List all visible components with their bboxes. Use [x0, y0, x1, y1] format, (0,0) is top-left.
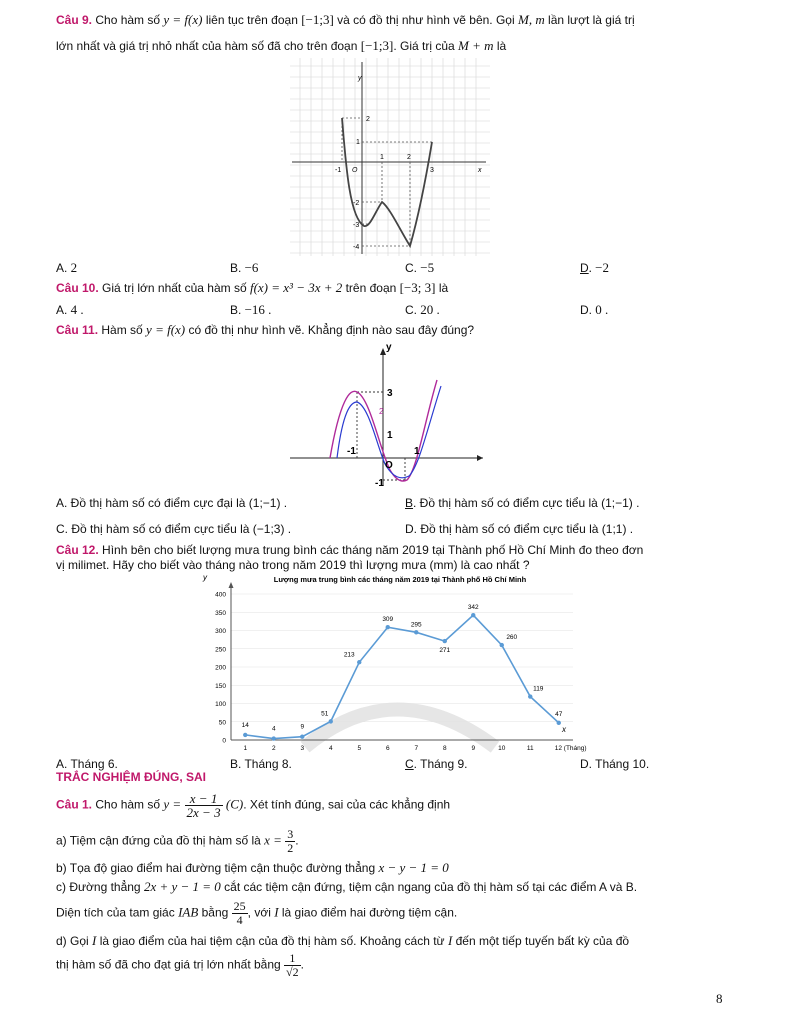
chart-point [557, 721, 561, 725]
q11-graph [285, 340, 485, 490]
svg-text:-1: -1 [375, 478, 384, 489]
chart-point [243, 733, 247, 737]
svg-text:-2: -2 [353, 200, 360, 207]
q9-option-c[interactable]: C. −5 [405, 260, 435, 275]
q12-option-c[interactable]: C. Tháng 9. [405, 757, 468, 771]
chart-title: Lượng mưa trung bình các tháng năm 2019 tại Thành phố Hồ Chí Minh [273, 575, 527, 584]
tf1-line: Câu 1. Cho hàm số y = $\frac{x - 1}{2x - 3}$ (C). Xét tính đúng, sai của các khẳng định [56, 791, 451, 820]
chart-point [357, 660, 361, 664]
q12-option-b[interactable]: B. Tháng 8. [230, 757, 292, 771]
chart-ytick-label: 300 [215, 628, 226, 635]
chart-ytick-label: 200 [215, 664, 226, 672]
q11-line: Câu 11. Hàm số y = f(x) có đồ thị như hình vẽ. Khẳng định nào sau đây đúng? [56, 322, 475, 337]
q12-option-d[interactable]: D. Tháng 10. [580, 757, 650, 771]
svg-text:2: 2 [366, 116, 370, 123]
svg-text:1: 1 [414, 446, 420, 457]
q12-line1: Câu 12. Hình bên cho biết lượng mưa trung bình các tháng năm 2019 tại Thành phố Hồ Chí Minh đo theo đơn [56, 543, 644, 557]
chart-point [528, 694, 532, 698]
q10-option-b[interactable]: B. −16 . [230, 302, 272, 317]
chart-data-label: 271 [439, 647, 451, 655]
q12-option-a[interactable]: A. Tháng 6. [56, 757, 118, 771]
svg-text:1: 1 [380, 154, 384, 161]
q9-option-a[interactable]: A. 2 [56, 260, 78, 275]
tf1-statement-d: d) Gọi I là giao điểm của hai tiệm cận của đồ thị hàm số. Khoảng cách từ I đến một tiếp tuyến bất kỳ của đồ [56, 933, 630, 948]
q12-line2: vị milimet. Hãy cho biết vào tháng nào trong năm 2019 thì lượng mưa (mm) là cao nhất ? [56, 558, 530, 572]
chart-data-label: 9 [300, 723, 305, 731]
q9-option-d[interactable]: D. −2 [580, 260, 610, 275]
rainfall-chart [195, 572, 590, 756]
q11-option-a[interactable]: A. Đồ thị hàm số có điểm cực đại là (1;−1) . [56, 496, 288, 510]
q9-label: Câu 9. [56, 13, 93, 27]
svg-text:-1: -1 [335, 167, 342, 174]
q9-line1: Câu 9. Cho hàm số y = f(x) liên tục trên đoạn [−1;3] và có đồ thị như hình vẽ bên. Gọi M, m lần lượt là giá trị [56, 12, 635, 27]
chart-xtick-label: 9 [471, 745, 476, 752]
svg-text:O: O [385, 460, 393, 471]
svg-text:2: 2 [407, 154, 411, 161]
chart-point [386, 625, 390, 629]
chart-xtick-label: 4 [328, 745, 333, 752]
chart-xtick-label: 10 [498, 745, 506, 752]
chart-ytick-label: 250 [215, 646, 226, 654]
chart-point [500, 643, 504, 647]
chart-point [272, 736, 276, 740]
chart-ytick-label: 400 [215, 591, 226, 599]
page-number: 8 [716, 991, 723, 1006]
chart-point [329, 719, 333, 723]
svg-text:1: 1 [356, 139, 360, 146]
svg-text:1: 1 [387, 430, 393, 441]
svg-text:3: 3 [430, 167, 434, 174]
svg-text:x: x [478, 167, 482, 174]
svg-text:y: y [358, 75, 362, 82]
chart-xtick-label: 2 [271, 745, 276, 752]
q9-option-b[interactable]: B. −6 [230, 260, 259, 275]
q10-option-c[interactable]: C. 20 . [405, 302, 440, 317]
chart-xtick-label: 8 [442, 745, 447, 752]
chart-point [414, 630, 418, 634]
chart-ytick-label: 50 [218, 719, 226, 727]
chart-ytick-label: 0 [222, 737, 226, 745]
chart-yaxis-arrow [229, 582, 234, 588]
chart-xtick-label: 7 [414, 745, 419, 752]
chart-ytick-label: 350 [215, 609, 226, 617]
chart-point [300, 735, 304, 739]
section-title: TRẮC NGHIỆM ĐÚNG, SAI [56, 770, 206, 784]
tf1-statement-b: b) Tọa độ giao điểm hai đường tiệm cận thuộc đường thẳng x − y − 1 = 0 [56, 860, 449, 875]
svg-text:O: O [352, 167, 358, 174]
svg-text:3: 3 [387, 388, 393, 399]
chart-ytick-label: 100 [215, 701, 226, 708]
q9-line2: lớn nhất và giá trị nhỏ nhất của hàm số đã cho trên đoạn [−1;3]. Giá trị của M + m là [56, 38, 507, 53]
chart-xtick-label: 5 [357, 745, 362, 752]
chart-data-label: 119 [533, 685, 544, 693]
svg-text:-3: -3 [353, 222, 360, 229]
chart-xtick-label: 1 [243, 745, 248, 752]
chart-xtick-label: 11 [526, 745, 534, 752]
chart-point [443, 639, 447, 643]
q11-option-c[interactable]: C. Đồ thị hàm số có điểm cực tiểu là (−1;3) . [56, 522, 292, 536]
q10-line: Câu 10. Giá trị lớn nhất của hàm số f(x) = x³ − 3x + 2 trên đoạn [−3; 3] là [56, 280, 449, 295]
chart-data-label: 51 [321, 710, 329, 718]
svg-text:y: y [386, 342, 392, 353]
chart-point [471, 613, 475, 617]
chart-data-label: 14 [241, 721, 249, 729]
tf1-statement-a: a) Tiệm cận đứng của đồ thị hàm số là x = $\frac{3}{2}$ . [56, 827, 299, 855]
chart-data-label: 342 [467, 604, 479, 612]
chart-data-label: 213 [343, 651, 355, 659]
chart-data-label: 47 [555, 710, 563, 718]
chart-data-label: 4 [271, 725, 276, 733]
chart-xtick-label: 3 [300, 745, 305, 752]
tf1-fraction: $\frac{x - 1}{2x - 3}$ [186, 791, 221, 820]
svg-text:-1: -1 [347, 446, 356, 457]
chart-xlabel: x [562, 725, 566, 734]
q11-option-b[interactable]: B. Đồ thị hàm số có điểm cực tiểu là (1;−1) . [405, 496, 640, 510]
tf1-statement-c2: Diện tích của tam giác IAB bằng $\frac{25}{4}$ , với I là giao điểm hai đường tiệm cận. [56, 899, 458, 927]
chart-ytick-label: 150 [215, 682, 226, 690]
chart-ylabel: y [203, 573, 207, 582]
chart-data-label: 295 [410, 621, 422, 629]
tf1-statement-c: c) Đường thẳng 2x + y − 1 = 0 cắt các tiệm cận đứng, tiệm cận ngang của đồ thị hàm số tại các điểm A và B. [56, 879, 638, 894]
q11-option-d[interactable]: D. Đồ thị hàm số có điểm cực tiểu là (1;1) . [405, 522, 634, 536]
chart-data-label: 260 [506, 634, 518, 642]
chart-data-label: 309 [382, 616, 394, 624]
chart-xtick-label: 6 [385, 745, 390, 752]
svg-text:-4: -4 [353, 244, 360, 251]
q9-graph [290, 58, 490, 256]
tf1-statement-d2: thị hàm số đã cho đạt giá trị lớn nhất bằng $\frac{1}{√2}$ . [56, 951, 304, 979]
q10-option-a[interactable]: A. 4 . [56, 302, 84, 317]
svg-text:2: 2 [379, 407, 384, 416]
chart-xtick-label: 12 (Tháng) [554, 745, 587, 752]
q10-option-d[interactable]: D. 0 . [580, 302, 609, 317]
